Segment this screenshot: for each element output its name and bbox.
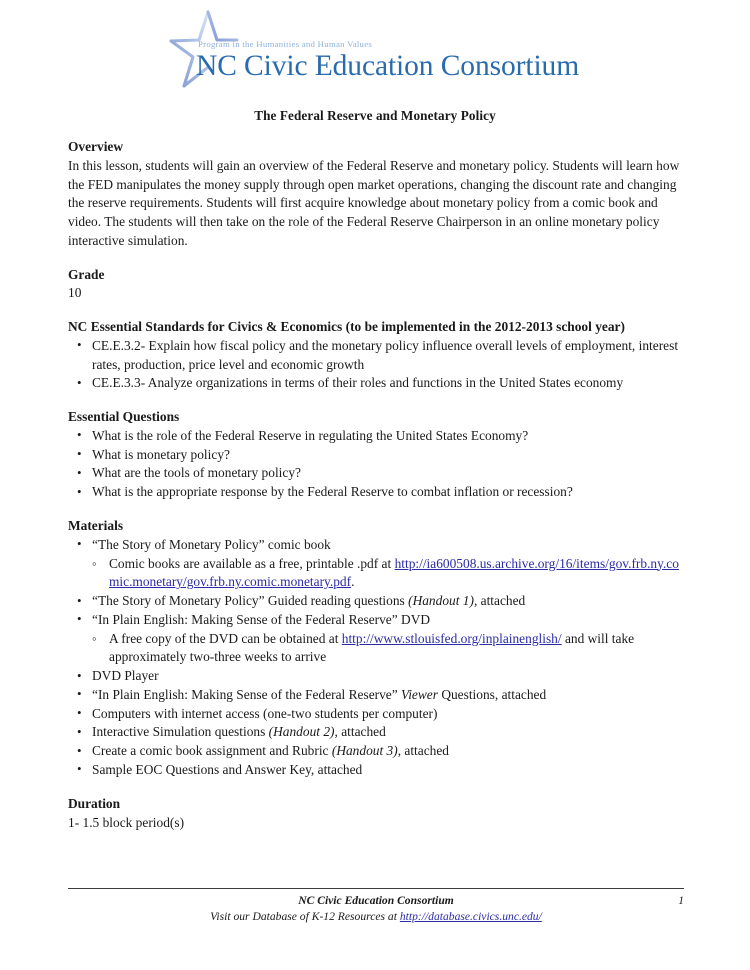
- logo-organization-name: NC Civic Education Consortium: [196, 49, 580, 82]
- duration-heading: Duration: [68, 795, 121, 811]
- sub-list-item: [68, 555, 684, 593]
- list-item: [68, 723, 684, 742]
- footer-content: [68, 889, 684, 925]
- footer-organization: NC Civic Education Consortium: [298, 894, 454, 907]
- standards-list: [68, 337, 684, 393]
- item-prefix: “In Plain English: Making Sense of the Federal Reserve”: [92, 686, 402, 702]
- logo-text-block: [196, 40, 596, 83]
- list-item: • What is monetary policy?: [68, 446, 684, 465]
- list-item: • “In Plain English: Making Sense of the Federal Reserve” DVD: [68, 611, 684, 630]
- materials-sublist-dvd: [68, 630, 684, 668]
- sub-item-suffix: .: [351, 574, 355, 590]
- sub-list-item: [68, 630, 684, 668]
- materials-sublist-comic: [68, 555, 684, 593]
- list-item: • CE.E.3.2- Explain how fiscal policy and the monetary policy influence overall levels of employment, interest rates, production, price level and economic growth: [68, 337, 684, 375]
- section-standards: [68, 318, 684, 393]
- spacer: [68, 780, 684, 795]
- list-item: • Computers with internet access (one-two students per computer): [68, 705, 684, 724]
- organization-logo: [168, 8, 588, 100]
- stlouisfed-dvd-link[interactable]: http://www.stlouisfed.org/inplainenglish/: [341, 630, 562, 646]
- section-duration: [68, 795, 684, 833]
- overview-body: In this lesson, students will gain an overview of the Federal Reserve and monetary policy. Students will learn how the FED manipulates the money supply through open market operations, changing the discount rate and changing the reserve requirements. Students will first acquire knowledge about monetary policy from a comic book and video. The students will then take on the role of the Federal Reserve Chairperson in an online monetary policy interactive simulation.: [68, 157, 680, 248]
- footer-database-text: Visit our Database of K-12 Resources at: [210, 909, 400, 923]
- sub-item-suffix: and will take approximately two-three weeks to arrive: [109, 630, 635, 665]
- standards-heading: NC Essential Standards for Civics & Economics (to be implemented in the 2012-2013 school year): [68, 319, 625, 335]
- item-suffix: Questions, attached: [437, 686, 547, 702]
- list-item: [68, 742, 684, 761]
- list-item: • What are the tools of monetary policy?: [68, 464, 684, 483]
- item-prefix: Create a comic book assignment and Rubric: [92, 743, 332, 759]
- footer-database-line: [68, 909, 684, 925]
- overview-heading: Overview: [68, 139, 124, 154]
- spacer: [68, 393, 684, 408]
- item-suffix: , attached: [334, 724, 386, 740]
- item-suffix: , attached: [397, 743, 450, 759]
- item-prefix: “The Story of Monetary Policy” Guided reading questions: [92, 593, 409, 609]
- list-item: [68, 686, 684, 705]
- list-item: • Sample EOC Questions and Answer Key, attached: [68, 761, 684, 780]
- document-body: [68, 138, 684, 832]
- materials-list-continued: [68, 592, 684, 630]
- list-item: • What is the appropriate response by the Federal Reserve to combat inflation or recession?: [68, 483, 684, 502]
- list-item: • “The Story of Monetary Policy” comic book: [68, 536, 684, 555]
- footer-database-link[interactable]: http://database.civics.unc.edu/: [399, 909, 542, 923]
- masthead: [0, 8, 750, 100]
- sub-item-text: A free copy of the DVD can be obtained at: [109, 630, 342, 646]
- page-title: The Federal Reserve and Monetary Policy: [254, 108, 496, 123]
- grade-heading: Grade: [68, 266, 105, 282]
- handout-reference: (Handout 2): [268, 724, 335, 740]
- spacer: [68, 502, 684, 517]
- section-materials: [68, 517, 684, 780]
- item-suffix: , attached: [473, 593, 526, 609]
- list-item: [68, 592, 684, 611]
- logo-tagline: Program in the Humanities and Human Values: [198, 39, 373, 49]
- item-prefix: Interactive Simulation questions: [92, 724, 269, 740]
- section-essential-questions: [68, 408, 684, 502]
- sub-item-text: Comic books are available as a free, printable .pdf at: [109, 555, 395, 571]
- handout-reference: (Handout 3): [331, 743, 398, 759]
- spacer: [68, 251, 684, 266]
- section-grade: [68, 266, 684, 304]
- list-item: • What is the role of the Federal Reserve in regulating the United States Economy?: [68, 427, 684, 446]
- page-number: 1: [678, 895, 684, 907]
- spacer: [68, 303, 684, 318]
- essential-questions-heading: Essential Questions: [68, 409, 180, 425]
- materials-list-rest: [68, 667, 684, 780]
- essential-questions-list: [68, 427, 684, 502]
- grade-value: 10: [68, 285, 82, 301]
- duration-value: 1- 1.5 block period(s): [68, 814, 185, 830]
- comic-book-pdf-link[interactable]: http://ia600508.us.archive.org/16/items/gov.frb.ny.comic.monetary/gov.frb.ny.comic.monetary.pdf: [109, 555, 679, 590]
- handout-reference: (Handout 1): [408, 593, 474, 609]
- list-item: • DVD Player: [68, 667, 684, 686]
- viewer-italic: Viewer: [401, 686, 438, 702]
- list-item: • CE.E.3.3- Analyze organizations in terms of their roles and functions in the United States economy: [68, 374, 684, 393]
- materials-list: [68, 536, 684, 555]
- section-overview: [68, 138, 684, 251]
- page-footer: [68, 888, 684, 925]
- materials-heading: Materials: [68, 518, 124, 534]
